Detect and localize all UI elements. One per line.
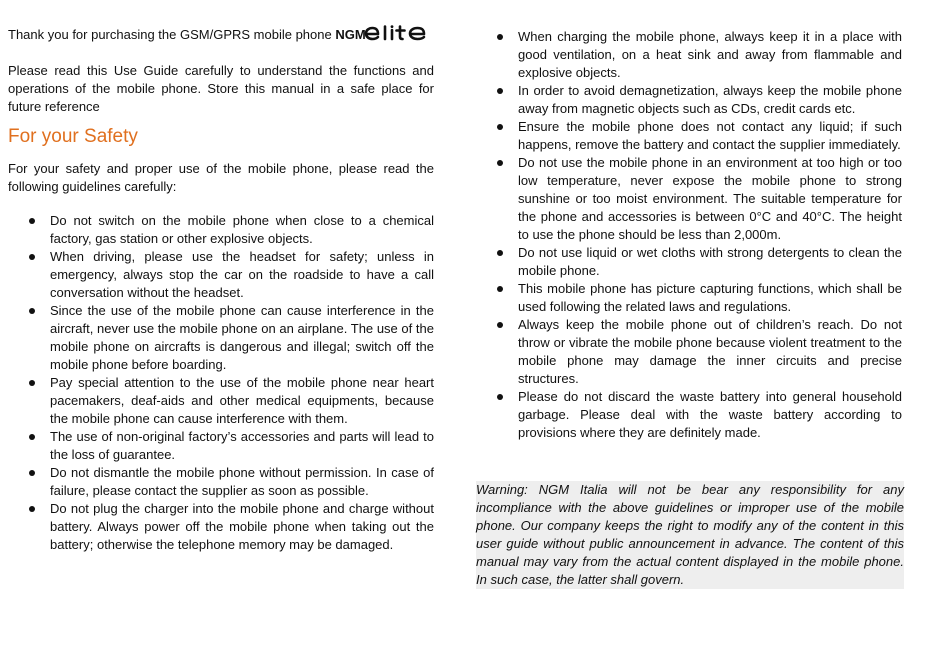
list-item-text: When charging the mobile phone, always keep it in a place with good ventilation, on a heat sink and away from flammable and explosive objects. — [518, 29, 902, 80]
list-item-text: Ensure the mobile phone does not contact any liquid; if such happens, remove the battery and contact the supplier immediately. — [518, 119, 902, 152]
list-item — [476, 244, 902, 280]
safety-list-left — [8, 212, 434, 554]
list-item — [8, 212, 434, 248]
list-item-text: This mobile phone has picture capturing functions, which shall be used following the related laws and regulations. — [518, 281, 902, 314]
bullet-dot — [497, 286, 503, 292]
list-item-text: In order to avoid demagnetization, always keep the mobile phone away from magnetic objects such as CDs, credit cards etc. — [518, 83, 902, 116]
list-item — [8, 464, 434, 500]
bullet-dot — [497, 322, 503, 328]
list-item — [476, 388, 902, 442]
bullet-dot — [497, 34, 503, 40]
bullet-dot — [29, 218, 35, 224]
list-item — [476, 28, 902, 82]
list-item-text: Do not dismantle the mobile phone without permission. In case of failure, please contact the supplier as soon as possible. — [50, 465, 434, 498]
bullet-dot — [497, 160, 503, 166]
safety-heading: For your Safety — [8, 126, 138, 147]
list-item — [8, 248, 434, 302]
safety-list-right — [476, 28, 902, 442]
list-item — [476, 280, 902, 316]
list-item-text: Do not switch on the mobile phone when close to a chemical factory, gas station or other explosive objects. — [50, 213, 434, 246]
bullet-dot — [29, 380, 35, 386]
bullet-dot — [29, 470, 35, 476]
list-item — [8, 374, 434, 428]
elite-logo — [364, 25, 440, 41]
list-item-text: Do not plug the charger into the mobile phone and charge without battery. Always power off the mobile phone when taking out the battery; otherwise the telephone memory may be damaged. — [50, 501, 434, 552]
list-item — [476, 82, 902, 118]
bullet-dot — [497, 124, 503, 130]
list-item-text: Do not use the mobile phone in an environment at too high or too low temperature, never expose the mobile phone to strong sunshine or too moist environment. The suitable temperature for the phone and accessories is between 0°C and 40°C. The height to use the phone should be less than 2,000m. — [518, 155, 902, 242]
bullet-dot — [497, 250, 503, 256]
list-item-text: Do not use liquid or wet cloths with strong detergents to clean the mobile phone. — [518, 245, 902, 278]
warning-notice: Warning: NGM Italia will not be bear any responsibility for any incompliance with the above guidelines or improper use of the mobile phone. Our company keeps the right to modify any of the content in this user guide without public announcement in advance. The content of this manual may vary from the actual content displayed in the mobile phone. In such case, the latter shall govern. — [476, 482, 904, 587]
list-item — [476, 316, 902, 388]
list-item — [476, 154, 902, 244]
list-item — [8, 302, 434, 374]
safety-intro-paragraph: For your safety and proper use of the mobile phone, please read the following guidelines carefully: — [8, 161, 434, 194]
bullet-dot — [29, 434, 35, 440]
list-item-text: The use of non-original factory’s accessories and parts will lead to the loss of guarantee. — [50, 429, 434, 462]
intro-text: Thank you for purchasing the GSM/GPRS mobile phone — [8, 27, 332, 42]
bullet-dot — [497, 394, 503, 400]
bullet-dot — [29, 254, 35, 260]
list-item — [476, 118, 902, 154]
read-guide-paragraph: Please read this Use Guide carefully to understand the functions and operations of the mobile phone. Store this manual in a safe place for future reference — [8, 63, 434, 114]
list-item — [8, 428, 434, 464]
bullet-dot — [29, 308, 35, 314]
bullet-dot — [497, 88, 503, 94]
brand-name: NGM — [335, 27, 366, 42]
bullet-dot — [29, 506, 35, 512]
list-item-text: Since the use of the mobile phone can cause interference in the aircraft, never use the mobile phone on an airplane. The use of the mobile phone on aircrafts is dangerous and illegal; switch off the mobile phone before boarding. — [50, 303, 434, 372]
list-item-text: When driving, please use the headset for safety; unless in emergency, always stop the car on the roadside to have a call conversation without the headset. — [50, 249, 434, 300]
list-item — [8, 500, 434, 554]
list-item-text: Pay special attention to the use of the mobile phone near heart pacemakers, deaf-aids and other medical equipments, because the mobile phone can cause interference with them. — [50, 375, 434, 426]
list-item-text: Always keep the mobile phone out of children’s reach. Do not throw or vibrate the mobile phone because violent treatment to the mobile phone may damage the inner circuits and precise structures. — [518, 317, 902, 386]
list-item-text: Please do not discard the waste battery into general household garbage. Please deal with the waste battery according to provisions where they are definitely made. — [518, 389, 902, 440]
